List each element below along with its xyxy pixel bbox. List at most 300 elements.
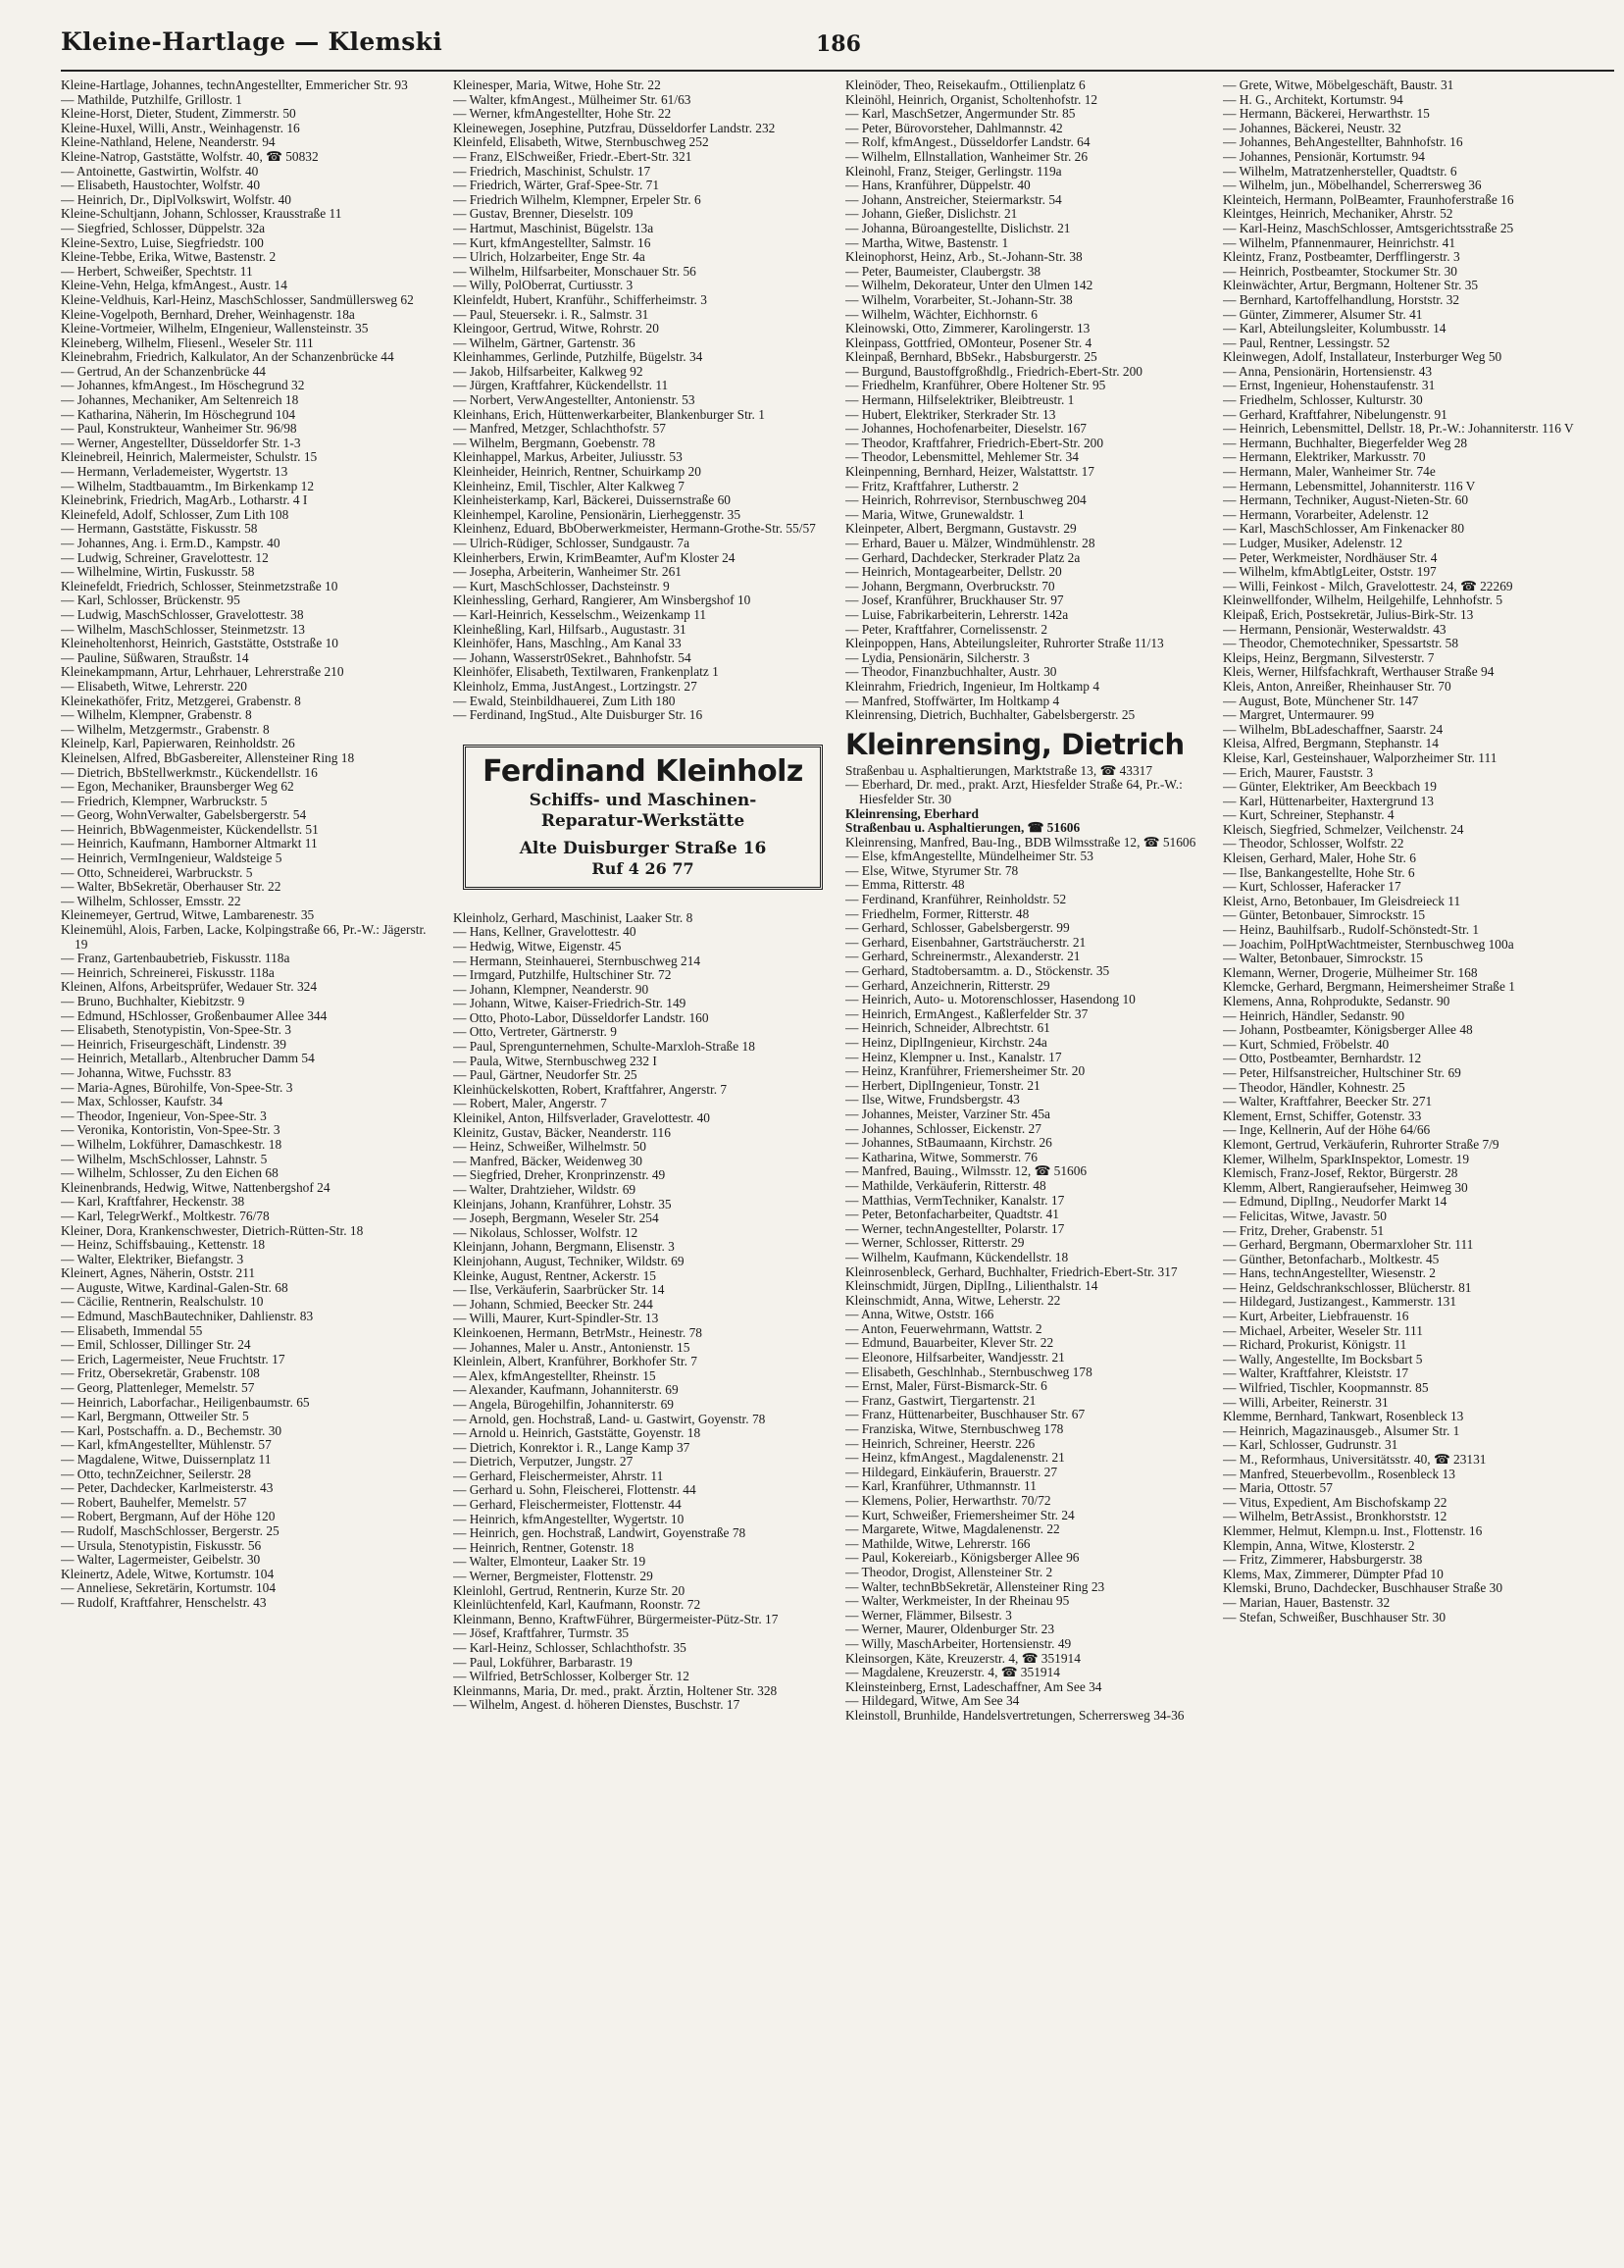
directory-entry: — Heinz, Bauhilfsarb., Rudolf-Schönstedt-Str. 1 (1223, 922, 1480, 938)
directory-entry: — Otto, technZeichner, Seilerstr. 28 (61, 1466, 251, 1481)
directory-entry: — Gustav, Brenner, Dieselstr. 109 (453, 206, 634, 222)
directory-entry: — Karl, Abteilungsleiter, Kolumbusstr. 14 (1223, 321, 1446, 336)
directory-entry: — Vitus, Expedient, Am Bischofskamp 22 (1223, 1494, 1447, 1510)
directory-entry: — Kurt, Schweißer, Friemersheimer Str. 24 (845, 1507, 1075, 1522)
directory-entry: Kleinebrahm, Friedrich, Kalkulator, An der Schanzenbrücke 44 (61, 349, 394, 365)
directory-entry: Kleinfeldt, Hubert, Kranführ., Schifferheimstr. 3 (453, 291, 707, 307)
directory-entry: Kleinitz, Gustav, Bäcker, Neanderstr. 116 (453, 1124, 671, 1140)
directory-entry: — Gerhard, Anzeichnerin, Ritterstr. 29 (845, 977, 1050, 993)
directory-entry: Klemisch, Franz-Josef, Rektor, Bürgerstr. 28 (1223, 1165, 1458, 1181)
directory-entry: — Peter, Baumeister, Claubergstr. 38 (845, 263, 1041, 279)
directory-entry: — Robert, Bergmann, Auf der Höhe 120 (61, 1509, 276, 1524)
directory-entry: — Johann, Klempner, Neanderstr. 90 (453, 981, 649, 997)
directory-entry: — Wilfried, Tischler, Koopmannstr. 85 (1223, 1380, 1429, 1396)
directory-entry: Kleinefeldt, Friedrich, Schlosser, Steinmetzstraße 10 (61, 578, 338, 593)
directory-entry: — Johannes, Ang. i. Erm.D., Kampstr. 40 (61, 536, 280, 550)
directory-entry: — Heinrich, Magazinausgeb., Alsumer Str. 1 (1223, 1422, 1460, 1438)
directory-entry: — Walter, Werkmeister, In der Rheinau 95 (845, 1593, 1070, 1609)
directory-entry: Kleinesper, Maria, Witwe, Hohe Str. 22 (453, 78, 661, 92)
directory-entry: — Wilhelm, Schlosser, Zu den Eichen 68 (61, 1165, 279, 1181)
directory-entry: — Wilhelm, Vorarbeiter, St.-Johann-Str. 38 (845, 291, 1073, 307)
directory-entry: — Wilhelm, Wächter, Eichhornstr. 6 (845, 306, 1038, 322)
directory-entry: — Siegfried, Schlosser, Düppelstr. 32a (61, 220, 266, 235)
directory-entry: Kleine-Hartlage, Johannes, technAngestellter, Emmericher Str. 93 (61, 78, 408, 92)
directory-entry: — Heinrich, Rentner, Gotenstr. 18 (453, 1539, 634, 1555)
directory-entry: — Katharina, Näherin, Im Höschegrund 104 (61, 406, 296, 422)
directory-entry: Kleinholz, Emma, JustAngest., Lortzingstr. 27 (453, 678, 697, 694)
directory-entry: Kleinert, Agnes, Näherin, Oststr. 211 (61, 1265, 256, 1281)
directory-entry: — Gerhard, Eisenbahner, Gartsträucherstr. 21 (845, 934, 1087, 950)
directory-entry: — Fritz, Obersekretär, Grabenstr. 108 (61, 1366, 260, 1381)
directory-entry: Kleinkoenen, Hermann, BetrMstr., Heinestr. 78 (453, 1324, 702, 1340)
directory-entry: — Hans, technAngestellter, Wiesenstr. 2 (1223, 1265, 1436, 1281)
directory-entry: Klemens, Anna, Rohprodukte, Sedanstr. 90 (1223, 994, 1450, 1008)
directory-entry: Kleinfeld, Elisabeth, Witwe, Sternbuschweg 252 (453, 134, 709, 150)
directory-entry: — Wilhelm, Angest. d. höheren Dienstes, Buschstr. 17 (453, 1697, 740, 1713)
directory-entry: — Johann, Gießer, Dislichstr. 21 (845, 206, 1018, 222)
directory-entry: — Wilhelm, Metzgermstr., Grabenstr. 8 (61, 721, 270, 737)
directory-entry: — Karl, Schlosser, Brückenstr. 95 (61, 593, 240, 608)
directory-entry: — Lydia, Pensionärin, Silcherstr. 3 (845, 649, 1030, 665)
directory-entry: — Günther, Betonfacharb., Moltkestr. 45 (1223, 1251, 1440, 1266)
directory-entry: — Gerhard, Schreinermstr., Alexanderstr. 21 (845, 949, 1081, 964)
directory-entry: — Friedhelm, Schlosser, Kulturstr. 30 (1223, 392, 1423, 408)
directory-entry: — Hermann, Verlademeister, Wygertstr. 13 (61, 464, 288, 480)
directory-entry: — Hermann, Buchhalter, Biegerfelder Weg 28 (1223, 435, 1468, 450)
header-rule (61, 70, 1614, 72)
directory-entry: — Veronika, Kontoristin, Von-Spee-Str. 3 (61, 1122, 280, 1138)
directory-entry: — Heinrich, kfmAngestellter, Wygertstr. 10 (453, 1511, 685, 1526)
directory-entry: Klemcke, Gerhard, Bergmann, Heimersheimer Straße 1 (1223, 979, 1515, 995)
directory-entry: — Heinrich, Friseurgeschäft, Lindenstr. 39 (61, 1036, 286, 1052)
directory-entry: — Johannes, kfmAngest., Im Höschegrund 32 (61, 378, 305, 393)
directory-entry: Kleine-Tebbe, Erika, Witwe, Bastenstr. 2 (61, 249, 277, 265)
directory-entry: — Günter, Zimmerer, Alsumer Str. 41 (1223, 306, 1423, 322)
directory-entry: — Luise, Fabrikarbeiterin, Lehrerstr. 142a (845, 606, 1069, 622)
directory-entry: Kleis, Anton, Anreißer, Rheinhauser Str. 70 (1223, 678, 1451, 694)
directory-entry: — Elisabeth, Immendal 55 (61, 1322, 203, 1338)
directory-entry: Kleinohl, Franz, Steiger, Gerlingstr. 119a (845, 163, 1062, 179)
directory-entry: — Margarete, Witwe, Magdalenenstr. 22 (845, 1521, 1060, 1537)
directory-entry: — Manfred, Bauing., Wilmsstr. 12, ☎ 51606 (845, 1163, 1088, 1179)
directory-entry: — Hermann, Bäckerei, Herwarthstr. 15 (1223, 106, 1430, 122)
directory-entry: — Erhard, Bauer u. Mälzer, Windmühlenstr. 28 (845, 536, 1095, 550)
directory-entry: Kleinikel, Anton, Hilfsverlader, Gravelottestr. 40 (453, 1110, 711, 1126)
directory-entry: — Karl, Schlosser, Gudrunstr. 31 (1223, 1437, 1398, 1453)
directory-entry: — Franziska, Witwe, Sternbuschweg 178 (845, 1421, 1064, 1437)
directory-entry: — Egon, Mechaniker, Braunsberger Weg 62 (61, 779, 294, 795)
directory-entry: — Elisabeth, Geschlnhab., Sternbuschweg 178 (845, 1364, 1092, 1379)
directory-entry: — Nikolaus, Schlosser, Wolfstr. 12 (453, 1224, 638, 1240)
directory-entry: — Joseph, Bergmann, Weseler Str. 254 (453, 1211, 659, 1226)
directory-entry: — Ludwig, Schreiner, Gravelottestr. 12 (61, 549, 269, 565)
directory-entry: Kleinen, Alfons, Arbeitsprüfer, Wedauer Str. 324 (61, 979, 318, 995)
ad-line-2: Reparatur-Werkstätte (540, 810, 745, 831)
directory-entry: — Anneliese, Sekretärin, Kortumstr. 104 (61, 1580, 277, 1596)
directory-entry: Kleine-Veldhuis, Karl-Heinz, MaschSchlosser, Sandmüllersweg 62 (61, 291, 414, 307)
directory-entry: — Wilfried, BetrSchlosser, Kolberger Str. 12 (453, 1669, 689, 1684)
directory-entry: Kleinheßling, Karl, Hilfsarb., Augustastr. 31 (453, 621, 686, 637)
directory-entry: — Alex, kfmAngestellter, Rheinstr. 15 (453, 1367, 656, 1383)
featured-name: Kleinrensing, Dietrich (845, 727, 1185, 761)
column-3-bottom (845, 850, 1223, 1723)
directory-entry: — Herbert, Schweißer, Spechtstr. 11 (61, 263, 253, 279)
directory-entry: — Karl, Postschaffn. a. D., Bechemstr. 30 (61, 1422, 282, 1438)
directory-entry: — Norbert, VerwAngestellter, Antonienstr. 53 (453, 392, 695, 408)
directory-entry: — Franz, Gastwirt, Tiergartenstr. 21 (845, 1392, 1037, 1408)
column-4 (1223, 78, 1614, 2258)
directory-entry: Kleine-Horst, Dieter, Student, Zimmerstr. 50 (61, 106, 296, 122)
directory-entry: — M., Reformhaus, Universitätsstr. 40, ☎ 23131 (1223, 1452, 1487, 1467)
directory-entry: — Kurt, Schreiner, Stephanstr. 4 (1223, 807, 1395, 823)
directory-entry: — Johann, Wasserstr0Sekret., Bahnhofstr. 54 (453, 649, 691, 665)
directory-entry: — Friedrich Wilhelm, Klempner, Erpeler Str. 6 (453, 191, 701, 207)
directory-entry: — Arnold u. Heinrich, Gaststätte, Goyenstr. 18 (453, 1425, 701, 1441)
directory-entry: Kleinrensing, Dietrich, Buchhalter, Gabelsbergerstr. 25 (845, 707, 1136, 723)
directory-entry: Klempin, Anna, Witwe, Klosterstr. 2 (1223, 1537, 1415, 1553)
directory-entry: — Josepha, Arbeiterin, Wanheimer Str. 261 (453, 564, 682, 580)
column-1 (61, 78, 438, 2258)
directory-entry: — Wilhelm, Dekorateur, Unter den Ulmen 142 (845, 278, 1093, 293)
directory-entry: Kleinemeyer, Gertrud, Witwe, Lambarenestr. 35 (61, 907, 315, 923)
directory-entry: — Wilhelm, BetrAssist., Bronkhorststr. 12 (1223, 1509, 1447, 1524)
directory-entry: — Wilhelm, Kaufmann, Kückendellstr. 18 (845, 1249, 1069, 1264)
directory-entry: Kleinmann, Benno, KraftwFührer, Bürgermeister-Pütz-Str. 17 (453, 1611, 779, 1626)
directory-entry: — Hermann, Gaststätte, Fiskusstr. 58 (61, 521, 258, 537)
directory-entry: Kleinhappel, Markus, Arbeiter, Juliusstr. 53 (453, 449, 683, 465)
directory-entry: — Burgund, Baustoffgroßhdlg., Friedrich-Ebert-Str. 200 (845, 363, 1142, 379)
directory-entry: — Theodor, Chemotechniker, Spessartstr. 58 (1223, 636, 1459, 651)
directory-entry: Kleips, Heinz, Bergmann, Silvesterstr. 7 (1223, 649, 1435, 665)
directory-entry: — Ludwig, MaschSchlosser, Gravelottestr. 38 (61, 606, 304, 622)
directory-entry: — Heinrich, Lebensmittel, Dellstr. 18, Pr.-W.: Johanniterstr. 116 V (1223, 421, 1574, 437)
directory-entry: — Hedwig, Witwe, Eigenstr. 45 (453, 938, 622, 954)
directory-entry: — Edmund, DiplIng., Neudorfer Markt 14 (1223, 1194, 1447, 1210)
directory-entry: Kleinpaß, Bernhard, BbSekr., Habsburgerstr. 25 (845, 349, 1097, 365)
directory-entry: — August, Bote, Münchener Str. 147 (1223, 693, 1419, 708)
directory-entry: — Erich, Lagermeister, Neue Fruchtstr. 17 (61, 1351, 285, 1366)
page-header (61, 27, 1561, 61)
directory-entry: — Heinrich, Rohrrevisor, Sternbuschweg 204 (845, 492, 1087, 508)
directory-entry: — Georg, WohnVerwalter, Gabelsbergerstr. 54 (61, 807, 307, 823)
directory-entry: — Wilhelm, MschSchlosser, Lahnstr. 5 (61, 1151, 268, 1166)
directory-entry: Kleintz, Franz, Postbeamter, Derfflingerstr. 3 (1223, 249, 1460, 265)
directory-entry: — Antoinette, Gastwirtin, Wolfstr. 40 (61, 163, 259, 179)
directory-entry: Kleinheinz, Emil, Tischler, Alter Kalkweg 7 (453, 478, 685, 493)
directory-entry: — Wilhelm, Lokführer, Damaschkestr. 18 (61, 1136, 282, 1152)
directory-entry: Kleinelp, Karl, Papierwaren, Reinholdstr. 26 (61, 736, 295, 751)
directory-entry: Kleinjann, Johann, Bergmann, Elisenstr. 3 (453, 1239, 675, 1255)
directory-entry: — Hildegard, Einkäuferin, Brauerstr. 27 (845, 1464, 1058, 1479)
directory-entry: Kleipaß, Erich, Postsekretär, Julius-Birk-Str. 13 (1223, 606, 1474, 622)
directory-entry: — Hermann, Lebensmittel, Johanniterstr. 116 V (1223, 478, 1476, 493)
directory-entry: — Martha, Witwe, Bastenstr. 1 (845, 234, 1009, 250)
directory-entry: — Michael, Arbeiter, Weseler Str. 111 (1223, 1322, 1423, 1338)
directory-entry: Kleinheisterkamp, Karl, Bäckerei, Duissernstraße 60 (453, 492, 731, 508)
directory-entry: — Theodor, Drogist, Allensteiner Str. 2 (845, 1564, 1053, 1579)
directory-entry: — Felicitas, Witwe, Javastr. 50 (1223, 1208, 1387, 1223)
directory-entry: — Ilse, Witwe, Frundsbergstr. 43 (845, 1092, 1020, 1108)
directory-entry: — Gertrud, An der Schanzenbrücke 44 (61, 363, 266, 379)
directory-entry: Kleinsorgen, Käte, Kreuzerstr. 4, ☎ 351914 (845, 1650, 1081, 1666)
directory-entry: Kleinheider, Heinrich, Rentner, Schuirkamp 20 (453, 464, 701, 480)
directory-entry: — Maria, Ottostr. 57 (1223, 1480, 1333, 1496)
directory-entry: Kleinschmidt, Anna, Witwe, Leherstr. 22 (845, 1292, 1061, 1308)
directory-entry: Kleis, Werner, Hilfsfachkraft, Werthauser Straße 94 (1223, 664, 1495, 680)
directory-entry: — Anna, Pensionärin, Hortensienstr. 43 (1223, 363, 1433, 379)
directory-entry: — Johannes, Maler u. Anstr., Antonienstr. 15 (453, 1339, 690, 1355)
directory-entry: — Friedrich, Wärter, Graf-Spee-Str. 71 (453, 178, 660, 193)
directory-entry: — Heinrich, VermIngenieur, Waldsteige 5 (61, 850, 282, 866)
directory-entry: — Willy, PolOberrat, Curtiusstr. 3 (453, 278, 634, 293)
directory-entry: Kleinebreil, Heinrich, Malermeister, Schulstr. 15 (61, 449, 318, 465)
directory-entry: — Wilhelm, Stadtbauamtm., Im Birkenkamp 12 (61, 478, 315, 493)
directory-entry: — Gerhard, Fleischermeister, Ahrstr. 11 (453, 1468, 664, 1483)
directory-entry: — Kurt, MaschSchlosser, Dachsteinstr. 9 (453, 578, 670, 593)
directory-entry: — Peter, Hilfsanstreicher, Hultschiner Str. 69 (1223, 1064, 1461, 1080)
directory-entry: — Ewald, Steinbildhauerei, Zum Lith 180 (453, 693, 676, 708)
directory-entry: — Johann, Postbeamter, Königsberger Allee 48 (1223, 1022, 1473, 1038)
directory-entry: — Heinz, Kranführer, Friemersheimer Str. 20 (845, 1063, 1086, 1079)
directory-entry: — Gerhard, Bergmann, Obermarxloher Str. 111 (1223, 1237, 1474, 1253)
directory-entry: — Mathilde, Witwe, Lehrerstr. 166 (845, 1535, 1031, 1551)
directory-entry: — Rolf, kfmAngest., Düsseldorfer Landstr. 64 (845, 134, 1091, 150)
directory-entry: — Paul, Konstrukteur, Wanheimer Str. 96/98 (61, 421, 297, 437)
directory-entry: Kleinjohann, August, Techniker, Wildstr. 69 (453, 1253, 685, 1268)
directory-entry: — Karl, Kranführer, Uthmannstr. 11 (845, 1478, 1037, 1494)
directory-entry: — Franz, ElSchweißer, Friedr.-Ebert-Str. 321 (453, 148, 692, 164)
directory-entry: — Auguste, Witwe, Kardinal-Galen-Str. 68 (61, 1279, 288, 1295)
directory-entry: Kleinpenning, Bernhard, Heizer, Walstattstr. 17 (845, 464, 1094, 480)
directory-entry: — Fritz, Kraftfahrer, Lutherstr. 2 (845, 478, 1019, 493)
directory-entry: Kleineholtenhorst, Heinrich, Gaststätte, Oststraße 10 (61, 636, 338, 651)
directory-entry: — Ferdinand, Kranführer, Reinholdstr. 52 (845, 892, 1067, 907)
directory-entry: Kleine-Vehn, Helga, kfmAngest., Austr. 14 (61, 278, 287, 293)
directory-entry: — Max, Schlosser, Kaufstr. 34 (61, 1094, 223, 1109)
directory-entry: — Georg, Plattenleger, Memelstr. 57 (61, 1380, 255, 1396)
directory-entry: Kleinophorst, Heinz, Arb., St.-Johann-Str. 38 (845, 249, 1083, 265)
directory-entry: — Peter, Betonfacharbeiter, Quadtstr. 41 (845, 1207, 1059, 1222)
directory-entry: — Johann, Schmied, Beecker Str. 244 (453, 1296, 653, 1312)
directory-entry: Kleinhöfer, Elisabeth, Textilwaren, Frankenplatz 1 (453, 664, 719, 680)
directory-entry: Kleinenbrands, Hedwig, Witwe, Nattenbergshof 24 (61, 1179, 330, 1195)
directory-entry: Klemme, Bernhard, Tankwart, Rosenbleck 13 (1223, 1409, 1464, 1424)
directory-entry: — Walter, kfmAngest., Mülheimer Str. 61/63 (453, 91, 691, 107)
directory-entry: — Jakob, Hilfsarbeiter, Kalkweg 92 (453, 363, 643, 379)
featured-line: Kleinrensing, Manfred, Bau-Ing., BDB Wilmsstraße 12, ☎ 51606 (845, 834, 1196, 850)
ad-phone: Ruf 4 26 77 (591, 858, 694, 878)
directory-entry: — Wilhelm, Pfannenmaurer, Heinrichstr. 41 (1223, 234, 1456, 250)
directory-entry: — Franz, Hüttenarbeiter, Buschhauser Str. 67 (845, 1407, 1086, 1422)
directory-entry: — Emma, Ritterstr. 48 (845, 877, 965, 893)
directory-entry: — Hermann, Steinhauerei, Sternbuschweg 214 (453, 953, 701, 968)
directory-entry: Kleinke, August, Rentner, Ackerstr. 15 (453, 1267, 656, 1283)
directory-entry: Kleine-Vortmeier, Wilhelm, EIngenieur, Wallensteinstr. 35 (61, 321, 369, 336)
directory-entry: — Heinz, kfmAngest., Magdalenenstr. 21 (845, 1450, 1065, 1466)
directory-entry: — Kurt, Schmied, Fröbelstr. 40 (1223, 1036, 1390, 1052)
directory-entry: — Theodor, Kraftfahrer, Friedrich-Ebert-Str. 200 (845, 435, 1104, 450)
ad-address: Alte Duisburger Straße 16 (519, 838, 767, 858)
directory-entry: — Heinz, Schiffsbauing., Kettenstr. 18 (61, 1237, 266, 1253)
directory-entry: — Bernhard, Kartoffelhandlung, Horststr. 32 (1223, 291, 1460, 307)
directory-entry: Kleinteich, Hermann, PolBeamter, Fraunhoferstraße 16 (1223, 191, 1514, 207)
directory-entry: Kleinhenz, Eduard, BbOberwerkmeister, Hermann-Grothe-Str. 55/57 (453, 521, 816, 537)
directory-entry: — Kurt, kfmAngestellter, Salmstr. 16 (453, 234, 651, 250)
directory-entry: Kleinefeld, Adolf, Schlosser, Zum Lith 108 (61, 506, 289, 522)
directory-entry: — Heinrich, Kaufmann, Hamborner Altmarkt 11 (61, 836, 318, 851)
directory-entry: — Johannes, Meister, Varziner Str. 45a (845, 1106, 1050, 1121)
directory-entry: Kleine-Nathland, Helene, Neanderstr. 94 (61, 134, 276, 150)
directory-entry: — Edmund, MaschBautechniker, Dahlienstr. 83 (61, 1309, 314, 1324)
directory-entry: — Elisabeth, Witwe, Lehrerstr. 220 (61, 678, 247, 694)
directory-entry: — Walter, Elmonteur, Laaker Str. 19 (453, 1554, 646, 1570)
directory-entry: — Friedrich, Maschinist, Schulstr. 17 (453, 163, 651, 179)
directory-entry: — Wilhelm, Bergmann, Goebenstr. 78 (453, 435, 656, 450)
directory-entry: — Heinrich, gen. Hochstraß, Landwirt, Goyenstraße 78 (453, 1525, 746, 1541)
directory-entry: — Ferdinand, IngStud., Alte Duisburger Str. 16 (453, 707, 703, 723)
directory-entry: — Ursula, Stenotypistin, Fiskusstr. 56 (61, 1537, 262, 1553)
directory-entry: — Robert, Bauhelfer, Memelstr. 57 (61, 1494, 247, 1510)
directory-entry: — Rudolf, MaschSchlosser, Bergerstr. 25 (61, 1522, 279, 1538)
column-3 (845, 78, 1223, 2258)
directory-entry: — Hans, Kellner, Gravelottestr. 40 (453, 924, 636, 940)
directory-entry: — Karl, MaschSchlosser, Am Finkenacker 80 (1223, 521, 1465, 537)
directory-entry: Klemm, Albert, Rangieraufseher, Heimweg 30 (1223, 1179, 1468, 1195)
directory-entry: — Maria-Agnes, Bürohilfe, Von-Spee-Str. 3 (61, 1079, 293, 1095)
directory-entry: Kleinschmidt, Jürgen, DiplIng., Lilienthalstr. 14 (845, 1278, 1098, 1294)
directory-entry: Klemont, Gertrud, Verkäuferin, Ruhrorter Straße 7/9 (1223, 1136, 1499, 1152)
directory-entry: — Stefan, Schweißer, Buschhauser Str. 30 (1223, 1609, 1446, 1624)
directory-entry: — Friedhelm, Kranführer, Obere Holtener Str. 95 (845, 378, 1106, 393)
directory-entry: — Günter, Elektriker, Am Beeckbach 19 (1223, 779, 1437, 795)
directory-entry: Klemmer, Helmut, Klempn.u. Inst., Flottenstr. 16 (1223, 1522, 1483, 1538)
directory-entry: — Walter, Kraftfahrer, Beecker Str. 271 (1223, 1094, 1433, 1109)
directory-entry: Kleinemühl, Alois, Farben, Lacke, Kolpingstraße 66, Pr.-W.: Jägerstr. 19 (61, 922, 427, 952)
directory-entry: — Manfred, Metzger, Schlachthofstr. 57 (453, 421, 667, 437)
directory-entry: Kleiner, Dora, Krankenschwester, Dietrich-Rütten-Str. 18 (61, 1222, 364, 1238)
directory-entry: — Heinz, Schweißer, Wilhelmstr. 50 (453, 1139, 646, 1155)
directory-entry: Kleine-Sextro, Luise, Siegfriedstr. 100 (61, 234, 264, 250)
directory-entry: Kleine-Vogelpoth, Bernhard, Dreher, Weinhagenstr. 18a (61, 306, 355, 322)
directory-entry: — Joachim, PolHptWachtmeister, Sternbuschweg 100a (1223, 936, 1514, 952)
directory-entry: — Arnold, gen. Hochstraß, Land- u. Gastwirt, Goyenstr. 78 (453, 1411, 766, 1426)
directory-entry: — Johanna, Büroangestellte, Dislichstr. 21 (845, 220, 1071, 235)
directory-entry: — Karl, kfmAngestellter, Mühlenstr. 57 (61, 1437, 272, 1453)
directory-entry: — Magdalene, Kreuzerstr. 4, ☎ 351914 (845, 1665, 1060, 1680)
directory-entry: — Erich, Maurer, Fauststr. 3 (1223, 764, 1374, 780)
directory-entry: — Kurt, Schlosser, Haferacker 17 (1223, 879, 1401, 895)
running-head: Kleine-Hartlage — Klemski (61, 27, 443, 56)
directory-entry: — Theodor, Finanzbuchhalter, Austr. 30 (845, 664, 1057, 680)
directory-entry: Klemann, Werner, Drogerie, Mülheimer Str. 168 (1223, 964, 1478, 980)
directory-entry: — Wally, Angestellte, Im Bocksbart 5 (1223, 1351, 1423, 1366)
page-number: 186 (816, 31, 861, 57)
directory-entry: — Else, kfmAngestellte, Mündelheimer Str. 53 (845, 849, 1093, 864)
directory-entry: — Theodor, Lebensmittel, Mehlemer Str. 34 (845, 449, 1079, 465)
directory-entry: — Wilhelm, Klempner, Grabenstr. 8 (61, 707, 252, 723)
directory-entry: Kleinherbers, Erwin, KrimBeamter, Auf'm Kloster 24 (453, 549, 736, 565)
directory-entry: — Gerhard, Stadtobersamtm. a. D., Stöckenstr. 35 (845, 963, 1110, 979)
directory-entry: — Walter, BbSekretär, Oberhauser Str. 22 (61, 879, 281, 895)
directory-entry: Kleinjans, Johann, Kranführer, Lohstr. 35 (453, 1196, 672, 1211)
directory-entry: — Emil, Schlosser, Dillinger Str. 24 (61, 1337, 251, 1353)
directory-entry: — Walter, Drahtzieher, Wildstr. 69 (453, 1182, 636, 1197)
directory-entry: — Karl-Heinz, Schlosser, Schlachthofstr. 35 (453, 1640, 686, 1655)
directory-entry: — Cäcilie, Rentnerin, Realschulstr. 10 (61, 1294, 264, 1310)
directory-entry: — Heinrich, Laborfachar., Heiligenbaumstr. 65 (61, 1394, 310, 1410)
directory-entry: — Anna, Witwe, Oststr. 166 (845, 1307, 994, 1322)
directory-entry: Kleist, Arno, Betonbauer, Im Gleisdreieck 11 (1223, 893, 1461, 908)
directory-entry: — Johann, Bergmann, Overbruckstr. 70 (845, 578, 1055, 593)
directory-entry: — Ulrich, Holzarbeiter, Enge Str. 4a (453, 249, 645, 265)
directory-entry: — Karl, Bergmann, Ottweiler Str. 5 (61, 1409, 249, 1424)
column-2 (453, 78, 831, 2258)
directory-entry: Kleisch, Siegfried, Schmelzer, Veilchenstr. 24 (1223, 821, 1464, 837)
directory-entry: — Johannes, BehAngestellter, Bahnhofstr. 16 (1223, 134, 1463, 150)
directory-entry: — Wilhelm, BbLadeschaffner, Saarstr. 24 (1223, 721, 1444, 737)
directory-entry: Kleinöhl, Heinrich, Organist, Scholtenhofstr. 12 (845, 91, 1098, 107)
column-3-top (845, 78, 1223, 723)
directory-entry: — Dietrich, Verputzer, Jungstr. 27 (453, 1454, 634, 1469)
directory-entry: — Hildegard, Witwe, Am See 34 (845, 1693, 1020, 1709)
directory-entry: — Johanna, Witwe, Fuchsstr. 83 (61, 1064, 231, 1080)
directory-entry: — Werner, Angestellter, Düsseldorfer Str. 1-3 (61, 435, 301, 450)
directory-entry: — Richard, Prokurist, Königstr. 11 (1223, 1337, 1407, 1353)
directory-entry: — Heinrich, Schreiner, Heerstr. 226 (845, 1435, 1036, 1451)
directory-entry: Kleinstoll, Brunhilde, Handelsvertretungen, Scherrersweg 34-36 (845, 1707, 1185, 1723)
directory-entry: — Wilhelm, Hilfsarbeiter, Monschauer Str. 56 (453, 263, 696, 279)
directory-entry: — Johannes, Schlosser, Eickenstr. 27 (845, 1120, 1041, 1136)
directory-entry: — Werner, Schlosser, Ritterstr. 29 (845, 1235, 1025, 1251)
directory-entry: — Franz, Gartenbaubetrieb, Fiskusstr. 118a (61, 951, 290, 966)
directory-entry: Kleinebrink, Friedrich, MagArb., Lotharstr. 4 I (61, 492, 308, 508)
directory-entry: — Karl, Hüttenarbeiter, Haxtergrund 13 (1223, 793, 1434, 808)
directory-entry: — Walter, technBbSekretär, Allensteiner Ring 23 (845, 1578, 1105, 1594)
directory-entry: Kleinöder, Theo, Reisekaufm., Ottilienplatz 6 (845, 78, 1086, 92)
directory-entry: — Kurt, Arbeiter, Liebfrauenstr. 16 (1223, 1309, 1409, 1324)
directory-entry: Kleinrosenbleck, Gerhard, Buchhalter, Friedrich-Ebert-Str. 317 (845, 1263, 1178, 1279)
directory-entry: — Maria, Witwe, Grunewaldstr. 1 (845, 506, 1025, 522)
directory-entry: Kleinpass, Gottfried, OMonteur, Posener Str. 4 (845, 335, 1092, 350)
directory-entry: — Wilhelm, Ellnstallation, Wanheimer Str. 26 (845, 148, 1089, 164)
directory-entry: — Ludger, Musiker, Adelenstr. 12 (1223, 536, 1403, 550)
column-2-top (453, 78, 831, 723)
directory-entry: — Friedrich, Klempner, Warbruckstr. 5 (61, 793, 268, 808)
directory-entry: Kleise, Karl, Gesteinshauer, Walporzheimer Str. 111 (1223, 749, 1497, 765)
directory-entry: — Walter, Lagermeister, Geibelstr. 30 (61, 1552, 261, 1568)
directory-entry: — Otto, Schneiderei, Warbruckstr. 5 (61, 864, 253, 880)
directory-entry: — Paul, Steuersekr. i. R., Salmstr. 31 (453, 306, 649, 322)
directory-entry: Kleinhempel, Karoline, Pensionärin, Lierheggenstr. 35 (453, 506, 741, 522)
directory-entry: Kleinhöfer, Hans, Maschlng., Am Kanal 33 (453, 636, 682, 651)
directory-entry: — Grete, Witwe, Möbelgeschäft, Baustr. 31 (1223, 78, 1454, 92)
directory-entry: Kleinrahm, Friedrich, Ingenieur, Im Holtkamp 4 (845, 678, 1100, 694)
directory-entry: — Karl, MaschSetzer, Angermunder Str. 85 (845, 106, 1076, 122)
featured-bold-line: Straßenbau u. Asphaltierungen, ☎ 51606 (845, 820, 1081, 836)
directory-entry: — Angela, Bürogehilfin, Johanniterstr. 69 (453, 1396, 675, 1412)
directory-entry: — Edmund, Bauarbeiter, Klever Str. 22 (845, 1335, 1054, 1351)
directory-entry: — Edmund, HSchlosser, Großenbaumer Allee 344 (61, 1007, 328, 1023)
directory-entry: — Ilse, Bankangestellte, Hohe Str. 6 (1223, 864, 1415, 880)
directory-entry: — Ernst, Maler, Fürst-Bismarck-Str. 6 (845, 1378, 1047, 1394)
directory-entry: — Walter, Betonbauer, Simrockstr. 15 (1223, 951, 1424, 966)
directory-entry: — Hermann, Maler, Wanheimer Str. 74e (1223, 464, 1436, 480)
directory-entry: — Karl, TelegrWerkf., Moltkestr. 76/78 (61, 1208, 270, 1223)
directory-entry: — Hartmut, Maschinist, Bügelstr. 13a (453, 220, 654, 235)
directory-entry: — Johannes, Pensionär, Kortumstr. 94 (1223, 148, 1425, 164)
column-2-bottom (453, 911, 831, 1713)
directory-entry: — Heinz, DiplIngenieur, Kirchstr. 24a (845, 1035, 1047, 1050)
